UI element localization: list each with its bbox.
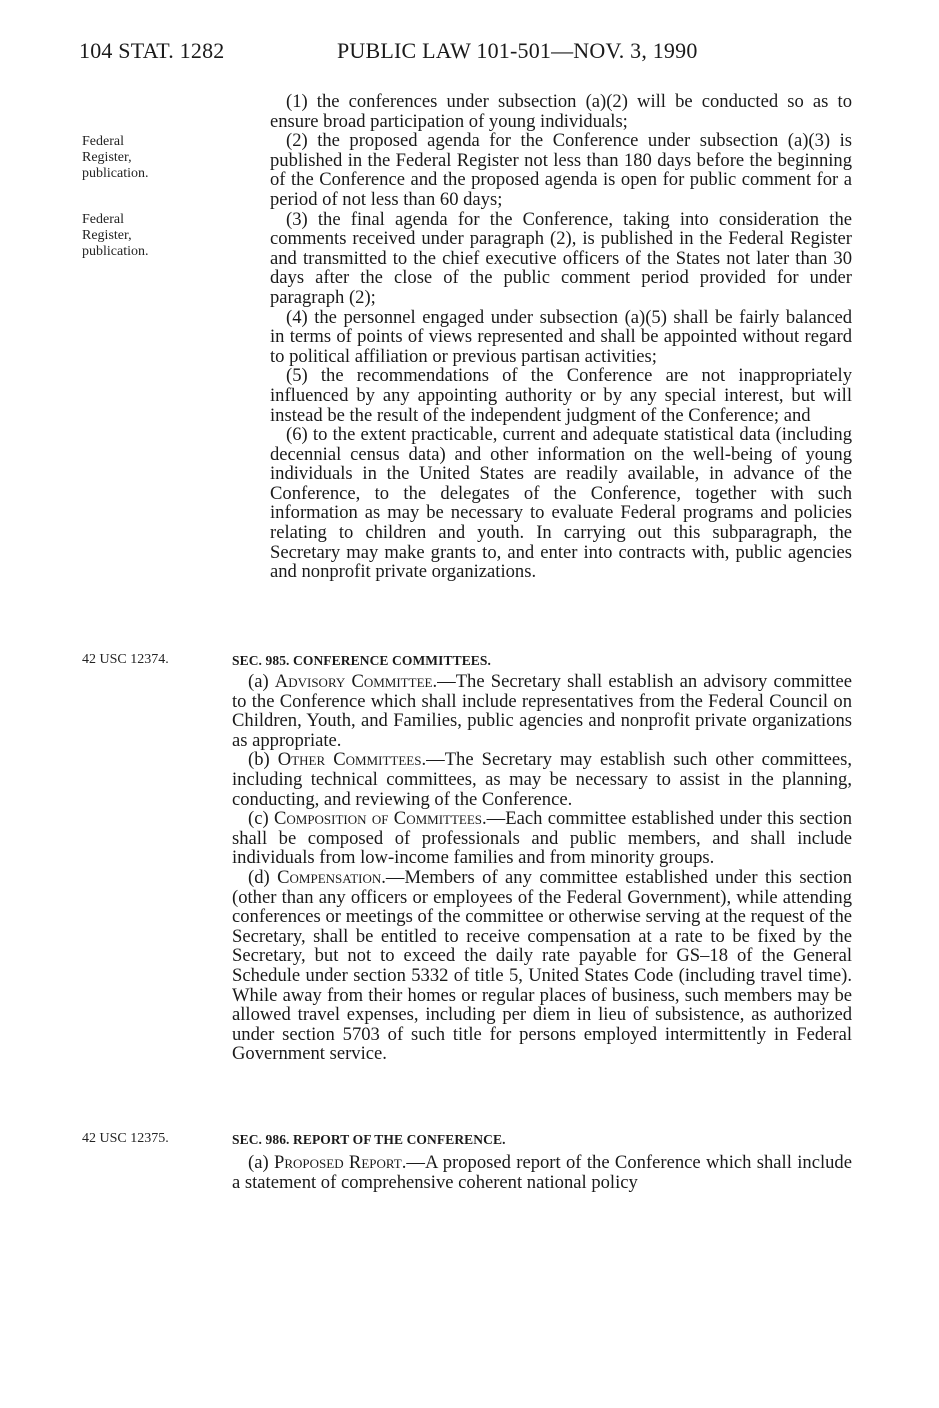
running-title: PUBLIC LAW 101-501—NOV. 3, 1990 bbox=[337, 38, 698, 63]
subsection-title: Proposed Report bbox=[274, 1152, 402, 1173]
margin-note-line: publication. bbox=[82, 244, 149, 259]
subsection-text: .—The Secretary shall establish an advisory committee to the Conference which shall include representatives from the Federal Council on Children, Youth, and Families, public agencies and nonprofit private organizations as appropriate. bbox=[232, 671, 852, 751]
margin-note-usc-12375: 42 USC 12375. bbox=[82, 1131, 169, 1146]
subsection-985-b bbox=[232, 750, 852, 809]
paragraph-1: (1) the conferences under subsection (a)(2) will be conducted so as to ensure broad participation of young individuals; bbox=[270, 91, 852, 132]
page-header bbox=[0, 38, 939, 68]
subsection-text: .—A proposed report of the Conference which shall include a statement of comprehensive coherent national policy bbox=[232, 1152, 852, 1193]
subsection-title: Compensation bbox=[277, 866, 382, 888]
subsection-label: (c) bbox=[248, 808, 274, 830]
section-986-body bbox=[232, 1153, 852, 1192]
paragraph-6: (6) to the extent practicable, current and adequate statistical data (including decennial census data) and other information on the well-being of young individuals in the United States are readily available, in advance of the Conference, to the delegates of the Conference, together with such information as may be necessary to evaluate Federal programs and policies relating to children and youth. In carrying out this subparagraph, the Secretary may make grants to, and enter into contracts with, public agencies and nonprofit private organizations. bbox=[270, 424, 852, 583]
subsection-text: .—Members of any committee established under this section (other than any officers or employees of the Federal Government), while attending conferences or meetings of the committee or otherwise serving at the request of the Secretary, shall be entitled to receive compensation at a rate to be fixed by the Secretary, but not to exceed the daily rate payable for GS–18 of the General Schedule under section 5332 of title 5, United States Code (including travel time). While away from their homes or regular places of business, such members may be allowed travel expenses, including per diem in lieu of subsistence, as authorized under section 5703 of such title for persons employed intermittently in Federal Government service. bbox=[232, 866, 852, 1065]
subsection-text: .—Each committee established under this section shall be composed of professionals and public members, and shall include individuals from low-income families and from minority groups. bbox=[232, 808, 852, 869]
subsection-text: .—The Secretary may establish such other committees, including technical committees, as may be necessary to assist in the planning, conducting, and reviewing of the Conference. bbox=[232, 749, 852, 810]
paragraph-2: (2) the proposed agenda for the Conference under subsection (a)(3) is published in the Federal Register not less than 180 days before the beginning of the Conference and the proposed agenda is open for public comment for a period of not less than 60 days; bbox=[270, 130, 852, 210]
subsection-985-a bbox=[232, 672, 852, 750]
subsection-label: (a) bbox=[248, 1152, 274, 1173]
margin-note-usc-12374: 42 USC 12374. bbox=[82, 652, 169, 667]
subsection-985-d bbox=[232, 868, 852, 1064]
subsection-985-c bbox=[232, 809, 852, 868]
subsection-title: Advisory Committee bbox=[274, 671, 433, 692]
margin-note-line: Federal bbox=[82, 134, 124, 149]
subsection-label: (a) bbox=[248, 671, 275, 692]
paragraph-5: (5) the recommendations of the Conference are not inappropriately influenced by any appointing authority or by any special interest, but will instead be the result of the independent judgment of the Conference; and bbox=[270, 365, 852, 426]
conditions-list bbox=[270, 92, 852, 582]
paragraph-3: (3) the final agenda for the Conference, taking into consideration the comments received under paragraph (2), is published in the Federal Register and transmitted to the chief executive officers of the States not later than 30 days after the close of the public comment period provided for under paragraph (2); bbox=[270, 208, 852, 308]
margin-note-line: Register, bbox=[82, 150, 132, 165]
margin-note-line: Register, bbox=[82, 228, 132, 243]
subsection-title: Composition of Committees bbox=[273, 808, 483, 830]
margin-note-line: Federal bbox=[82, 212, 124, 227]
section-985-body bbox=[232, 672, 852, 1064]
paragraph-4: (4) the personnel engaged under subsection (a)(5) shall be fairly balanced in terms of points of views represented and shall be appointed without regard to political affiliation or previous partisan activities; bbox=[270, 306, 852, 367]
section-986-heading: SEC. 986. REPORT OF THE CONFERENCE. bbox=[232, 1132, 506, 1147]
margin-note-federal-register-1 bbox=[82, 134, 149, 182]
subsection-986-a bbox=[232, 1153, 852, 1192]
stat-page-number: 104 STAT. 1282 bbox=[79, 38, 225, 63]
margin-note-line: publication. bbox=[82, 166, 149, 181]
subsection-title: Other Committees bbox=[277, 749, 422, 771]
subsection-label: (b) bbox=[248, 749, 278, 771]
margin-note-federal-register-2 bbox=[82, 212, 149, 260]
subsection-label: (d) bbox=[248, 866, 278, 888]
section-985-heading: SEC. 985. CONFERENCE COMMITTEES. bbox=[232, 653, 491, 668]
